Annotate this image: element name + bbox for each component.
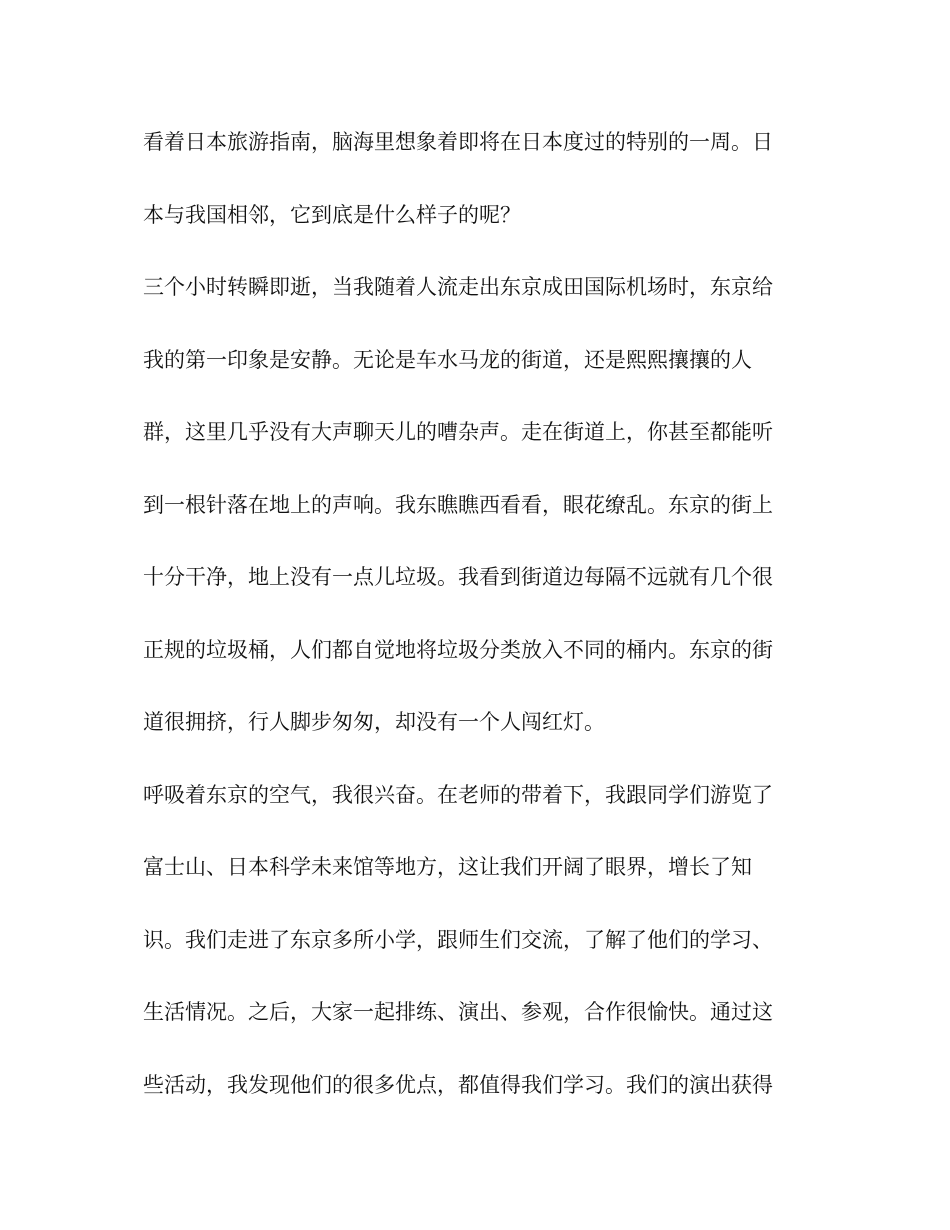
text-line: 正规的垃圾桶，人们都自觉地将垃圾分类放入不同的桶内。东京的街: [143, 637, 773, 662]
text-line: 看着日本旅游指南，脑海里想象着即将在日本度过的特别的一周。日: [143, 130, 773, 154]
text-line: 三个小时转瞬即逝，当我随着人流走出东京成田国际机场时，东京给: [143, 275, 773, 299]
text-line: 我的第一印象是安静。无论是车水马龙的街道，还是熙熙攘攘的人: [143, 347, 752, 372]
document-body: [143, 122, 803, 1137]
text-line: 识。我们走进了东京多所小学，跟师生们交流，了解了他们的学习、: [143, 927, 773, 952]
text-line: 道很拥挤，行人脚步匆匆，却没有一个人闯红灯。: [143, 710, 605, 734]
text-line: 呼吸着东京的空气，我很兴奋。在老师的带着下，我跟同学们游览了: [143, 782, 773, 807]
text-line: 生活情况。之后，大家一起排练、演出、参观，合作很愉快。通过这: [143, 1000, 773, 1024]
text-line: 到一根针落在地上的声响。我东瞧瞧西看看，眼花缭乱。东京的街上: [143, 492, 773, 517]
text-line: 群，这里几乎没有大声聊天儿的嘈杂声。走在街道上，你甚至都能听: [143, 420, 773, 444]
text-line: 富士山、日本科学未来馆等地方，这让我们开阔了眼界，增长了知: [143, 855, 752, 879]
text-line: 十分干净，地上没有一点儿垃圾。我看到街道边每隔不远就有几个很: [143, 565, 773, 589]
text-line: 些活动，我发现他们的很多优点，都值得我们学习。我们的演出获得: [143, 1072, 773, 1097]
text-line: 本与我国相邻，它到底是什么样子的呢？: [143, 202, 521, 227]
